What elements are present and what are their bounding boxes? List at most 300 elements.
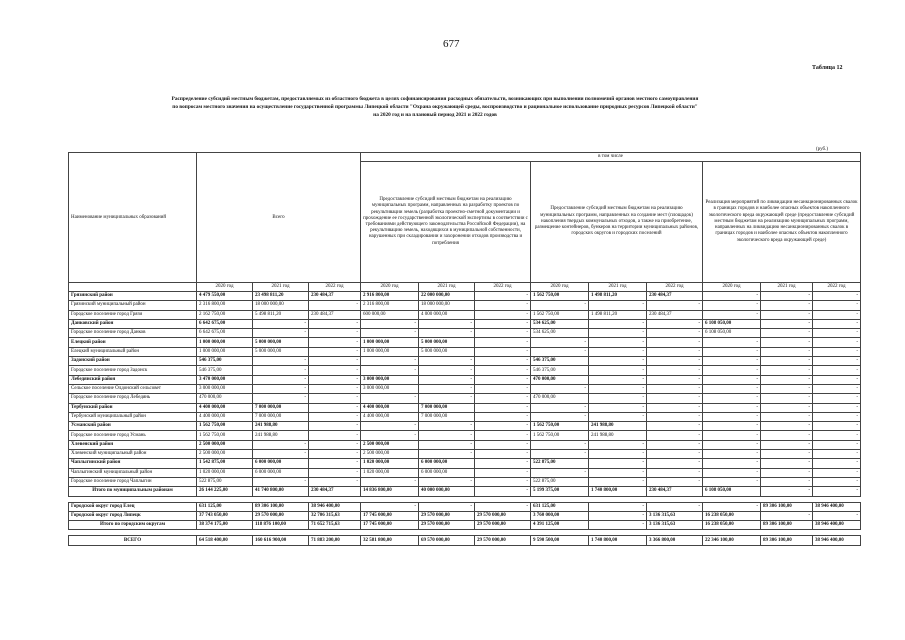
cell-value: - — [761, 292, 813, 301]
cell-value: - — [589, 521, 647, 530]
cell-value: 1 542 875,00 — [197, 459, 253, 468]
year-header: 2020 год — [361, 283, 419, 292]
cell-value: 230 484,37 — [647, 310, 703, 319]
cell-value: - — [813, 319, 861, 328]
table-row — [69, 477, 861, 486]
cell-value: - — [703, 403, 761, 412]
table-label: Таблица 12 — [812, 65, 843, 71]
year-header: 2022 год — [309, 283, 361, 292]
cell-value: 32 581 800,00 — [361, 536, 419, 545]
cell-value: - — [419, 394, 475, 403]
cell-value: - — [531, 347, 589, 356]
table-row — [69, 329, 861, 338]
cell-value: - — [309, 301, 361, 310]
row-name: Городское поселение город Задонск — [69, 366, 197, 375]
cell-value: 2 316 800,00 — [197, 301, 253, 310]
table-row — [69, 511, 861, 520]
cell-value: 6 000 000,00 — [419, 468, 475, 477]
cell-value: - — [419, 357, 475, 366]
cell-value: - — [419, 431, 475, 440]
cell-value: - — [475, 319, 531, 328]
cell-value: 29 570 000,00 — [475, 521, 531, 530]
cell-value: - — [309, 329, 361, 338]
row-name: Сельское поселение Олдонский сельсовет — [69, 384, 197, 393]
cell-value: 2 500 000,00 — [197, 440, 253, 449]
cell-value: - — [589, 477, 647, 486]
cell-value: - — [761, 422, 813, 431]
cell-value: - — [253, 394, 309, 403]
cell-value: - — [309, 468, 361, 477]
cell-value: 1 020 000,00 — [197, 468, 253, 477]
year-header: 2020 год — [703, 283, 761, 292]
cell-value: - — [813, 450, 861, 459]
cell-value: - — [589, 511, 647, 520]
cell-value: - — [253, 440, 309, 449]
cell-value: 4 400 000,00 — [361, 412, 419, 421]
row-name: Городское поселение город Грязи — [69, 310, 197, 319]
cell-value: - — [589, 366, 647, 375]
cell-value: - — [531, 301, 589, 310]
cell-value: 1 562 750,00 — [531, 292, 589, 301]
cell-value: - — [813, 301, 861, 310]
cell-value: 546 375,00 — [197, 366, 253, 375]
cell-value: - — [419, 319, 475, 328]
year-header: 2022 год — [813, 283, 861, 292]
cell-value: - — [647, 384, 703, 393]
cell-value: - — [647, 366, 703, 375]
cell-value: 41 740 800,00 — [253, 487, 309, 496]
table-row — [69, 357, 861, 366]
header-group-waste-sites: Предоставление субсидий местным бюджетам на реализацию муниципальных программ, направленных на создание мест (площадок) накопления твердых коммунальных отходов, а также на приобретение, размещение контейнеров, бункеров на территории муниципальных районов, городских округов и городских поселений — [531, 162, 703, 283]
cell-value: 89 306 100,00 — [253, 502, 309, 511]
cell-value: 69 570 000,00 — [419, 536, 475, 545]
table-row — [69, 347, 861, 356]
cell-value: 1 000 000,00 — [361, 338, 419, 347]
year-header: 2022 год — [647, 283, 703, 292]
cell-value: - — [475, 384, 531, 393]
table-row — [69, 366, 861, 375]
cell-value: - — [813, 338, 861, 347]
header-including: в том числе — [361, 153, 861, 162]
cell-value: - — [813, 422, 861, 431]
year-header: 2020 год — [531, 283, 589, 292]
cell-value: 631 125,00 — [197, 502, 253, 511]
cell-value: - — [813, 347, 861, 356]
cell-value: 89 306 100,00 — [761, 536, 813, 545]
cell-value: 160 616 900,00 — [253, 536, 309, 545]
cell-value: 4 391 125,00 — [531, 521, 589, 530]
cell-value: 5 498 811,20 — [253, 310, 309, 319]
cell-value: - — [475, 487, 531, 496]
cell-value: - — [419, 450, 475, 459]
table-row — [69, 502, 861, 511]
cell-value: - — [647, 502, 703, 511]
cell-value: 5 000 000,00 — [253, 347, 309, 356]
table-row — [69, 394, 861, 403]
cell-value: - — [761, 468, 813, 477]
cell-value: - — [361, 477, 419, 486]
cell-value: - — [309, 412, 361, 421]
cell-value: 5 199 375,00 — [531, 487, 589, 496]
cell-value: - — [813, 357, 861, 366]
cell-value: 2 500 000,00 — [361, 450, 419, 459]
row-name: Елецкий район — [69, 338, 197, 347]
cell-value: 4 400 000,00 — [197, 403, 253, 412]
year-header-blank — [69, 283, 197, 292]
cell-value: - — [309, 440, 361, 449]
row-name: Городское поселение город Данков — [69, 329, 197, 338]
cell-value: - — [309, 403, 361, 412]
cell-value: - — [589, 357, 647, 366]
table-row — [69, 292, 861, 301]
cell-value: - — [703, 412, 761, 421]
cell-value: - — [703, 468, 761, 477]
cell-value: 7 000 000,00 — [419, 412, 475, 421]
row-name: Данковский район — [69, 319, 197, 328]
cell-value: 241 988,80 — [589, 422, 647, 431]
cell-value: 2 316 800,00 — [361, 301, 419, 310]
cell-value: - — [813, 511, 861, 520]
cell-value: 3 366 800,00 — [647, 536, 703, 545]
cell-value: - — [589, 329, 647, 338]
cell-value: - — [253, 319, 309, 328]
cell-value: 7 000 000,00 — [253, 412, 309, 421]
cell-value: - — [761, 403, 813, 412]
cell-value: - — [475, 329, 531, 338]
cell-value: - — [589, 440, 647, 449]
cell-value: 4 479 550,00 — [197, 292, 253, 301]
header-group-reclamation: Предоставление субсидий местным бюджетам на реализацию муниципальных программ, направленных на разработку проектов по рекультивации земель (разработка проектно-сметной документации и прохождение ее государственной экологической экспертизы в соответствии с требованиями действующего законодательства Российской Федерации), на рекультивацию земель, находящихся в муниципальной собственности, нарушенных при складировании и захоронении отходов производства и потребления — [361, 162, 531, 283]
year-header: 2021 год — [761, 283, 813, 292]
cell-value: - — [703, 347, 761, 356]
cell-value: 3 000 000,00 — [197, 384, 253, 393]
cell-value: - — [703, 384, 761, 393]
header-total: Всего — [197, 153, 361, 283]
cell-value: - — [361, 329, 419, 338]
cell-value: - — [531, 468, 589, 477]
cell-value: - — [589, 459, 647, 468]
table-row — [69, 450, 861, 459]
cell-value: 470 000,00 — [531, 375, 589, 384]
unit-label: (руб.) — [816, 147, 828, 152]
cell-value: - — [813, 375, 861, 384]
row-name: Итого по городским округам — [69, 521, 197, 530]
cell-value: 241 988,80 — [253, 431, 309, 440]
table-row — [69, 403, 861, 412]
cell-value: 16 238 050,00 — [703, 511, 761, 520]
cell-value: - — [703, 394, 761, 403]
cell-value: - — [309, 477, 361, 486]
cell-value: - — [475, 301, 531, 310]
cell-value: 1 020 000,00 — [361, 468, 419, 477]
cell-value: 40 000 000,00 — [419, 487, 475, 496]
cell-value: - — [531, 403, 589, 412]
cell-value: 1 000 000,00 — [197, 338, 253, 347]
cell-value: - — [647, 477, 703, 486]
cell-value: - — [475, 502, 531, 511]
cell-value: 230 484,37 — [309, 487, 361, 496]
year-header: 2020 год — [197, 283, 253, 292]
cell-value: - — [813, 477, 861, 486]
cell-value: - — [647, 459, 703, 468]
cell-value: 1 740 800,00 — [589, 536, 647, 545]
cell-value: 29 570 000,00 — [253, 511, 309, 520]
cell-value: - — [813, 431, 861, 440]
row-name: Городской округ город Елец — [69, 502, 197, 511]
cell-value: - — [309, 357, 361, 366]
cell-value: 600 000,00 — [361, 310, 419, 319]
cell-value: 37 743 050,00 — [197, 511, 253, 520]
cell-value: - — [703, 450, 761, 459]
row-name: Грязинский район — [69, 292, 197, 301]
cell-value: 14 836 800,00 — [361, 487, 419, 496]
cell-value: 6 642 675,00 — [197, 319, 253, 328]
cell-value: 6 108 050,00 — [703, 329, 761, 338]
cell-value: 4 400 000,00 — [361, 403, 419, 412]
header-group-landfill-liquidation: Реализация мероприятий по ликвидации несанкционированных свалок в границах городов и наиболее опасных объектов накопленного экологического вреда окружающей среде (предоставление субсидий местным бюджетам на реализацию муниципальных программ, направленных на ликвидацию несанкционированных свалок в границах городов и наиболее опасных объектов накопленного экологического вреда окружающей среде) — [703, 162, 861, 283]
cell-value: 17 745 000,00 — [361, 521, 419, 530]
cell-value: - — [647, 440, 703, 449]
cell-value: 18 000 000,00 — [253, 301, 309, 310]
cell-value: - — [361, 366, 419, 375]
cell-value: - — [309, 375, 361, 384]
cell-value: - — [647, 431, 703, 440]
cell-value: - — [703, 459, 761, 468]
cell-value: - — [309, 394, 361, 403]
table-row — [69, 310, 861, 319]
row-name: Грязинский муниципальный район — [69, 301, 197, 310]
cell-value: - — [309, 338, 361, 347]
cell-value: - — [309, 347, 361, 356]
table-row — [69, 338, 861, 347]
cell-value: - — [647, 422, 703, 431]
cell-value: - — [703, 301, 761, 310]
cell-value: 18 000 000,00 — [419, 301, 475, 310]
table-row — [69, 521, 861, 530]
cell-value: - — [475, 366, 531, 375]
cell-value: 241 988,80 — [589, 431, 647, 440]
row-name: ВСЕГО — [69, 536, 197, 545]
cell-value: 23 498 811,20 — [253, 292, 309, 301]
document-title: Распределение субсидий местным бюджетам, предоставляемых из областного бюджета в целях софинансирования расходных обязательств, возникающих при выполнении полномочий органов местного самоуправления по вопросам местного значения на осуществление государственной программы Липецкой области "Охрана окружающей среды, воспроизводство и рациональное использование природных ресурсов Липецкой области" на 2020 год и на плановый период 2021 и 2022 годов — [171, 96, 699, 118]
cell-value: - — [361, 431, 419, 440]
cell-value: 522 875,00 — [531, 477, 589, 486]
cell-value: - — [813, 412, 861, 421]
cell-value: - — [761, 477, 813, 486]
cell-value: - — [475, 347, 531, 356]
cell-value: - — [761, 511, 813, 520]
cell-value: - — [475, 394, 531, 403]
cell-value: - — [647, 357, 703, 366]
cell-value: - — [309, 459, 361, 468]
cell-value: - — [419, 502, 475, 511]
row-name: Лебедянский район — [69, 375, 197, 384]
cell-value: 71 883 200,00 — [309, 536, 361, 545]
cell-value: 1 000 000,00 — [361, 347, 419, 356]
cell-value: 7 000 000,00 — [253, 403, 309, 412]
cell-value: 38 946 400,00 — [813, 521, 861, 530]
cell-value: - — [475, 459, 531, 468]
cell-value: - — [309, 450, 361, 459]
cell-value: - — [475, 292, 531, 301]
cell-value: - — [475, 375, 531, 384]
cell-value: - — [813, 310, 861, 319]
cell-value: 38 374 175,00 — [197, 521, 253, 530]
cell-value: - — [589, 502, 647, 511]
cell-value: - — [475, 477, 531, 486]
cell-value: - — [761, 347, 813, 356]
cell-value: - — [475, 422, 531, 431]
row-name: Городской округ город Липецк — [69, 511, 197, 520]
cell-value: 89 306 100,00 — [761, 502, 813, 511]
table-row — [69, 440, 861, 449]
cell-value: - — [589, 375, 647, 384]
cell-value: 1 562 750,00 — [531, 310, 589, 319]
cell-value: 470 000,00 — [531, 394, 589, 403]
table-row — [69, 487, 861, 496]
cell-value: 4 400 000,00 — [197, 412, 253, 421]
cell-value: 3 136 315,63 — [647, 511, 703, 520]
cell-value: 38 946 400,00 — [813, 536, 861, 545]
cell-value: - — [589, 384, 647, 393]
cell-value: - — [813, 403, 861, 412]
cell-value: - — [589, 403, 647, 412]
row-name: Хлевенский район — [69, 440, 197, 449]
cell-value: - — [309, 384, 361, 393]
cell-value: 1 020 000,00 — [361, 459, 419, 468]
cell-value: 38 946 400,00 — [813, 502, 861, 511]
cell-value: - — [647, 319, 703, 328]
cell-value: 230 484,37 — [647, 292, 703, 301]
cell-value: 22 000 000,00 — [419, 292, 475, 301]
cell-value: 16 238 050,00 — [703, 521, 761, 530]
cell-value: - — [589, 450, 647, 459]
cell-value: - — [253, 375, 309, 384]
cell-value: - — [589, 468, 647, 477]
cell-value: - — [647, 375, 703, 384]
cell-value: - — [253, 357, 309, 366]
cell-value: - — [419, 384, 475, 393]
cell-value: - — [361, 502, 419, 511]
cell-value: 26 144 225,00 — [197, 487, 253, 496]
cell-value: - — [475, 310, 531, 319]
cell-value: - — [813, 487, 861, 496]
cell-value: - — [475, 431, 531, 440]
cell-value: - — [703, 338, 761, 347]
cell-value: - — [761, 319, 813, 328]
page-number: 677 — [443, 38, 460, 50]
cell-value: 2 162 750,00 — [197, 310, 253, 319]
table-row — [69, 319, 861, 328]
cell-value: - — [761, 301, 813, 310]
cell-value: - — [361, 357, 419, 366]
cell-value: - — [419, 477, 475, 486]
cell-value: - — [589, 394, 647, 403]
cell-value: - — [531, 450, 589, 459]
cell-value: 7 000 000,00 — [419, 403, 475, 412]
cell-value: 29 570 000,00 — [475, 536, 531, 545]
cell-value: 17 745 000,00 — [361, 511, 419, 520]
cell-value: 1 498 811,20 — [589, 310, 647, 319]
cell-value: - — [647, 403, 703, 412]
cell-value: - — [703, 375, 761, 384]
cell-value: 230 484,37 — [309, 310, 361, 319]
year-header: 2021 год — [253, 283, 309, 292]
year-header: 2022 год — [475, 283, 531, 292]
row-name: Городское поселение город Усмань — [69, 431, 197, 440]
cell-value: - — [703, 440, 761, 449]
cell-value: 1 498 811,20 — [589, 292, 647, 301]
cell-value: 5 000 000,00 — [253, 338, 309, 347]
row-name: Тербунский муниципальный район — [69, 412, 197, 421]
cell-value: 22 346 100,00 — [703, 536, 761, 545]
row-name: Хлевенский муниципальный район — [69, 450, 197, 459]
cell-value: - — [703, 357, 761, 366]
row-name: Елецкий муниципальный район — [69, 347, 197, 356]
year-header: 2021 год — [419, 283, 475, 292]
header-name: Наименование муниципальных образований — [69, 153, 197, 283]
cell-value: 522 875,00 — [197, 477, 253, 486]
cell-value: 6 642 675,00 — [197, 329, 253, 338]
cell-value: - — [647, 301, 703, 310]
cell-value: 9 590 500,00 — [531, 536, 589, 545]
cell-value: 89 306 100,00 — [761, 521, 813, 530]
cell-value: 3 760 000,00 — [531, 511, 589, 520]
cell-value: 546 375,00 — [531, 357, 589, 366]
cell-value: 546 375,00 — [531, 366, 589, 375]
cell-value: - — [761, 459, 813, 468]
cell-value: 5 000 000,00 — [419, 347, 475, 356]
cell-value: - — [475, 450, 531, 459]
cell-value: - — [589, 301, 647, 310]
cell-value: - — [703, 292, 761, 301]
cell-value: 1 000 000,00 — [197, 347, 253, 356]
cell-value: - — [647, 329, 703, 338]
cell-value: - — [309, 319, 361, 328]
cell-value: - — [647, 450, 703, 459]
cell-value: 1 562 750,00 — [531, 431, 589, 440]
cell-value: - — [589, 347, 647, 356]
cell-value: - — [475, 357, 531, 366]
cell-value: - — [761, 487, 813, 496]
row-name: Усманский район — [69, 422, 197, 431]
table-row — [69, 384, 861, 393]
cell-value: 38 946 400,00 — [309, 502, 361, 511]
cell-value: - — [761, 338, 813, 347]
cell-value: - — [253, 366, 309, 375]
cell-value: - — [703, 422, 761, 431]
cell-value: 6 108 050,00 — [703, 487, 761, 496]
cell-value: - — [647, 338, 703, 347]
cell-value: 4 000 000,00 — [419, 310, 475, 319]
cell-value: - — [703, 366, 761, 375]
cell-value: - — [703, 477, 761, 486]
cell-value: 1 562 750,00 — [197, 431, 253, 440]
cell-value: 5 000 000,00 — [419, 338, 475, 347]
cell-value: - — [253, 450, 309, 459]
cell-value: - — [475, 468, 531, 477]
cell-value: - — [253, 329, 309, 338]
cell-value: 2 500 000,00 — [197, 450, 253, 459]
cell-value: 241 988,80 — [253, 422, 309, 431]
cell-value: - — [419, 422, 475, 431]
cell-value: - — [703, 502, 761, 511]
row-name: Задонский район — [69, 357, 197, 366]
cell-value: - — [475, 403, 531, 412]
cell-value: - — [761, 431, 813, 440]
cell-value: - — [761, 450, 813, 459]
cell-value: 6 000 000,00 — [253, 468, 309, 477]
